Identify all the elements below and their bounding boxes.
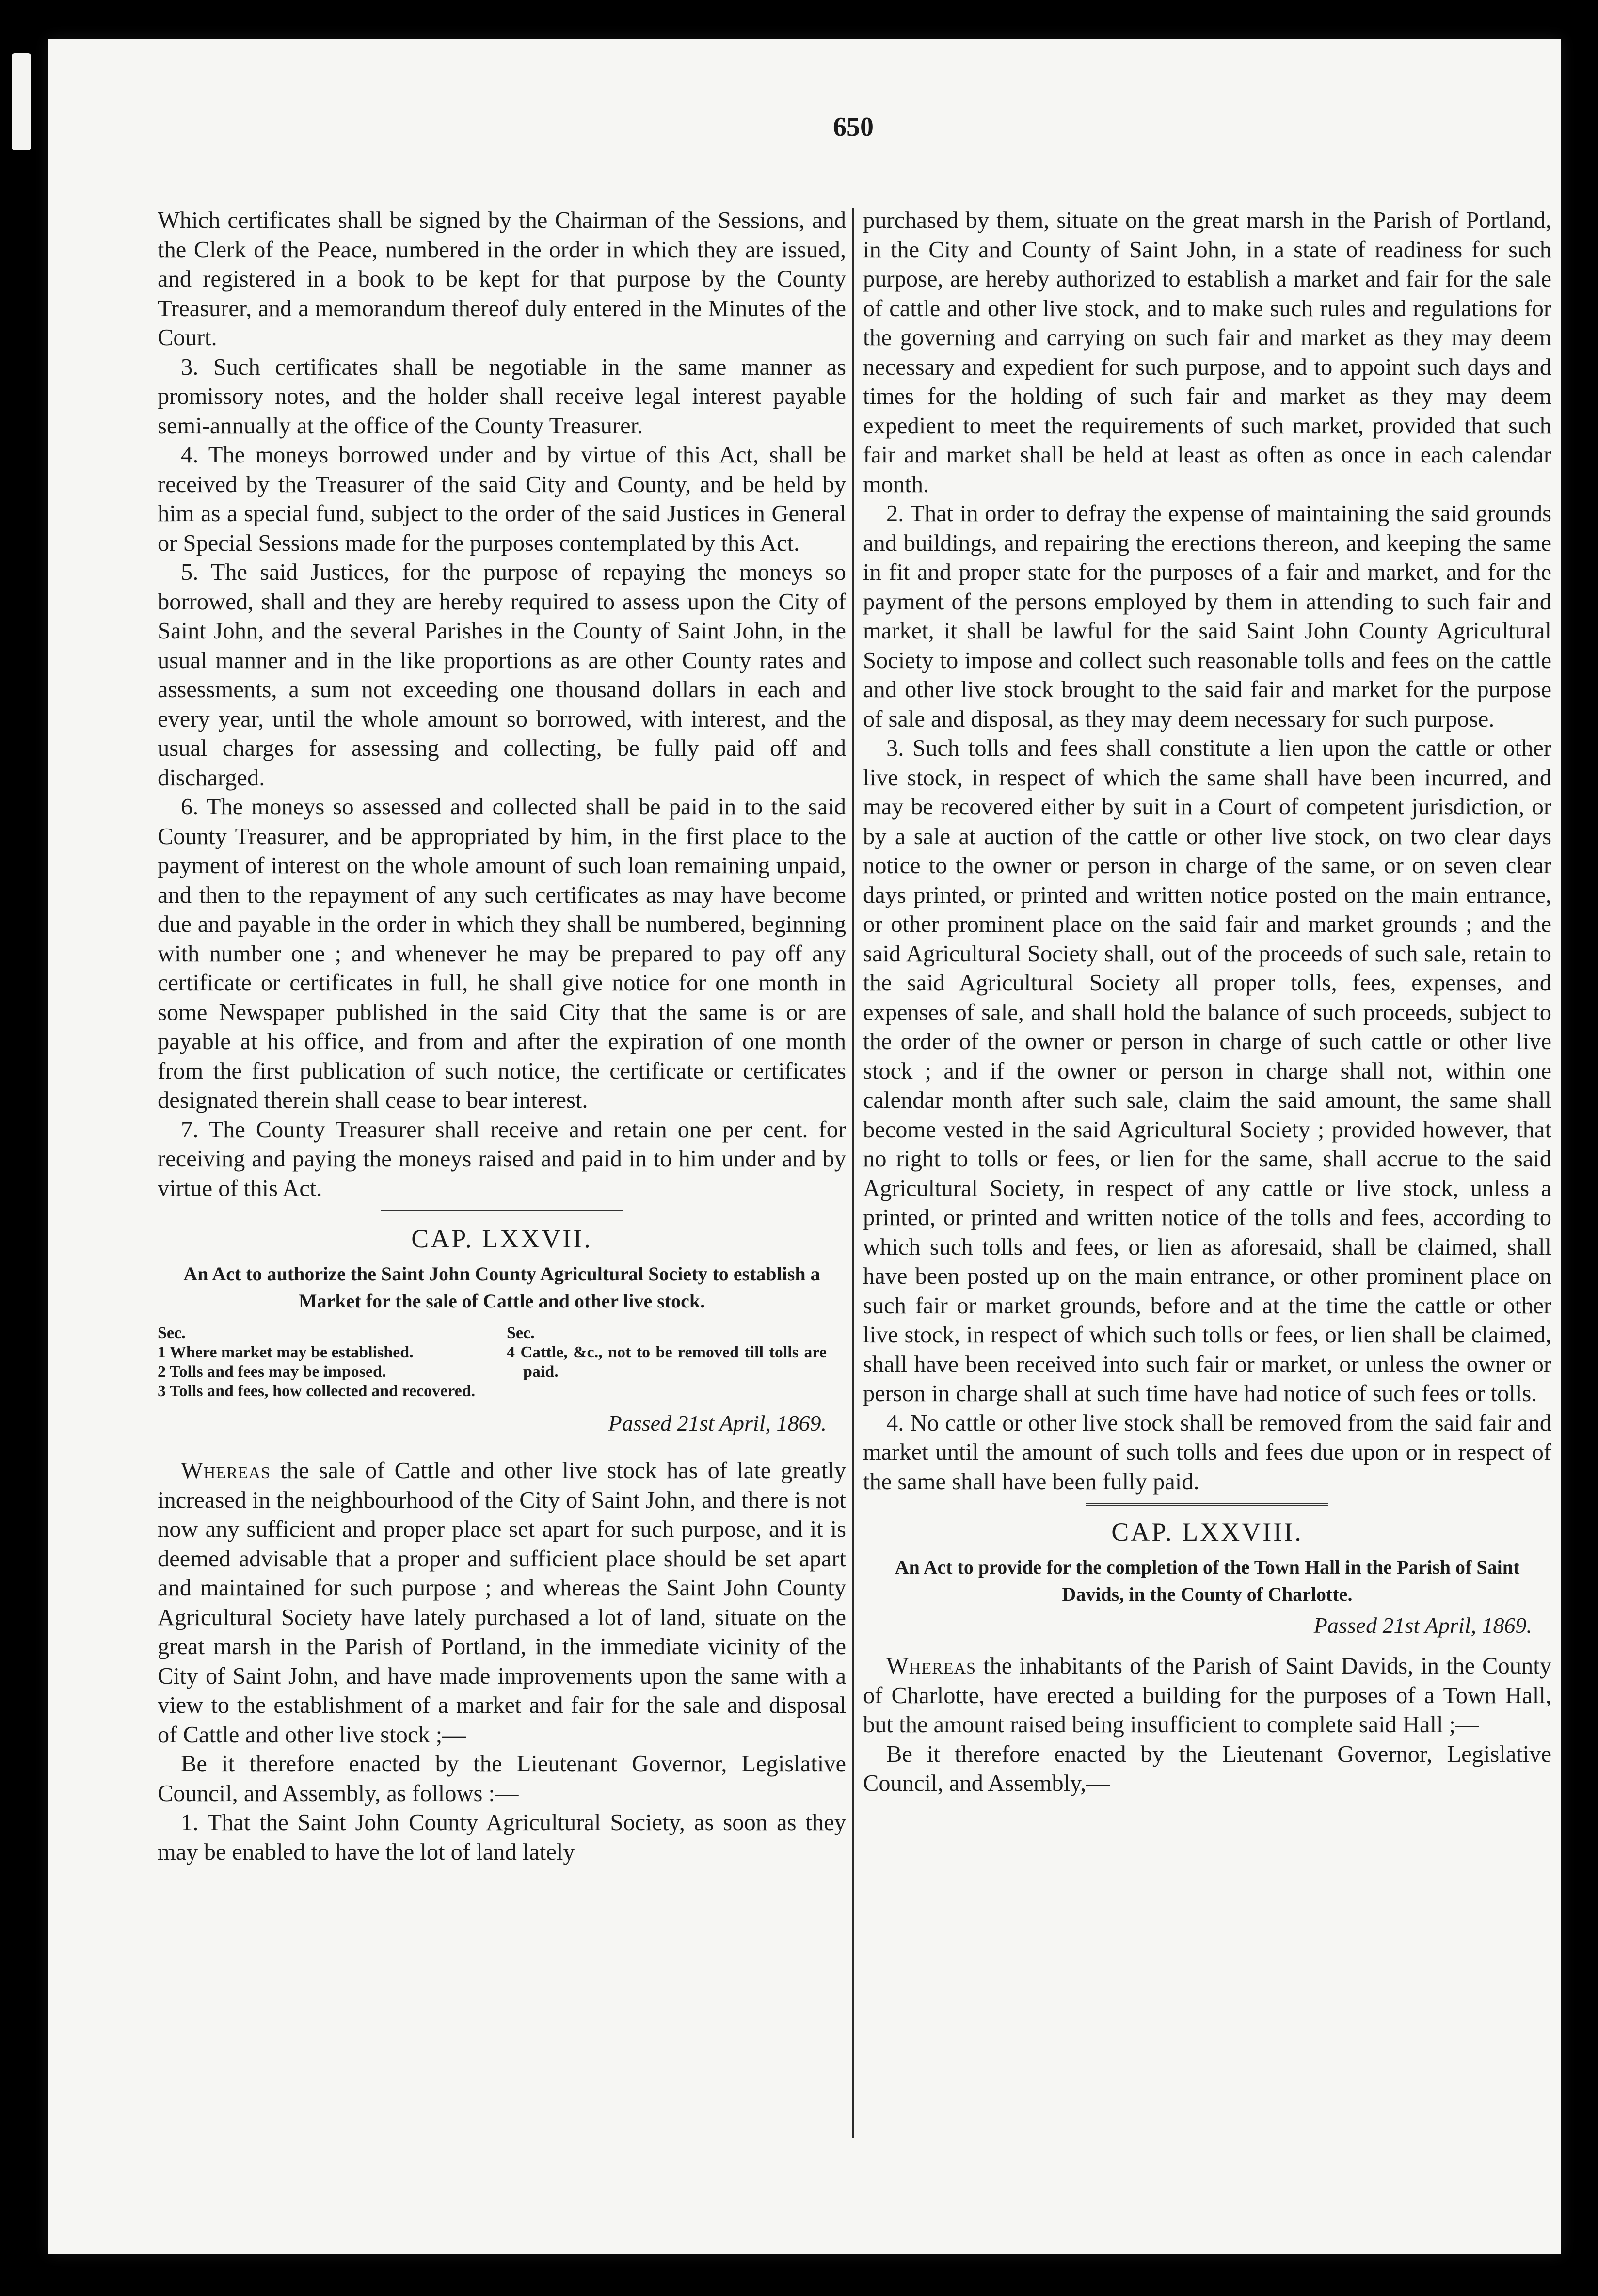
sec-item: 3 Tolls and fees, how collected and recovered.: [158, 1382, 476, 1400]
section-1-continued: purchased by them, situate on the great marsh in the Parish of Portland, in the City and County of Saint John, in a state of readiness for such purpose, are hereby authorized to establish a market and fair for the sale of cattle and other live stock, and to make such rules and regulations for the governing and carrying on such fair and market as they may deem necessary and expedient for such purpose, and to appoint such days and times for the holding of such fair and market as they may deem expedient to meet the requirements of such market, provided that such fair and market shall be held at least as often as once in each calendar month.: [863, 207, 1551, 497]
section-6: 6. The moneys so assessed and collected shall be paid in to the said County Treasurer, and be appropriated by him, in the first place to the payment of interest on the whole amount of such loan remaining unpaid, and then to the repayment of any such certificates as may have become due and payable in the order in which they shall be numbered, beginning with number one ; and whenever he may be prepared to pay off any certificate or certificates in full, he shall give notice for one month in some Newspaper published in the said City that the same is or are payable at his office, and from and after the expiration of one month from the first publication of such notice, the certificate or certificates designated therein shall cease to bear interest.: [158, 794, 846, 1113]
right-column: [863, 206, 1551, 1799]
page-number: 650: [833, 112, 874, 142]
section-5: 5. The said Justices, for the purpose of repaying the moneys so borrowed, shall and they are hereby required to assess upon the City of Saint John, and the several Parishes in the County of Saint John, in the usual manner and in the like proportions as are other County rates and assessments, a sum not exceeding one thousand dollars in each and every year, until the whole amount so borrowed, with interest, and the usual charges for assessing and collecting, be fully paid off and discharged.: [158, 559, 846, 791]
whereas-word: Whereas: [886, 1653, 976, 1679]
passed-date-value: 21st April, 1869.: [1382, 1612, 1532, 1638]
sec-item: 1 Where market may be established.: [158, 1343, 414, 1361]
document-page: [48, 39, 1561, 2254]
section-summary-col-1: [158, 1323, 492, 1401]
whereas-word: Whereas: [181, 1458, 271, 1483]
section-3: 3. Such tolls and fees shall constitute a lien upon the cattle or other live stock, in respect of which the same shall have been incurred, and may be recovered either by suit in a Court of competent jurisdiction, or by a sale at auction of the cattle or other live stock, on two clear days notice to the owner or person in charge of the same, or on seven clear days printed, or printed and written notice posted on the main entrance, or other prominent place on the said fair and market grounds ; and the said Agricultural Society shall, out of the proceeds of such sale, retain to the said Agricultural Society all proper tolls, fees, expenses, and expenses of sale, and shall hold the balance of such proceeds, subject to the order of the owner or person in charge of such cattle or other live stock ; and if the owner or person in charge shall not, within one calendar month after such sale, claim the said amount, the same shall become vested in the said Agricultural Society ; provided however, that no right to tolls or fees, or lien for the same, shall accrue to the said Agricultural Society, in respect of any cattle or live stock, unless a printed, or printed and written notice of the tolls and fees, according to which such tolls and fees, or lien as aforesaid, shall be claimed, shall have been posted up on the main entrance, or other prominent place on such fair or market grounds, before and at the time the cattle or other live stock, in respect of which such tolls or fees, or lien shall be claimed, shall have been received into such fair or market, or unless the owner or person in charge shall at such time have had notice of such fees or tolls.: [863, 735, 1551, 1406]
column-divider: [852, 208, 854, 2138]
sec-label: Sec.: [507, 1323, 535, 1342]
paragraph: Which certificates shall be signed by the Chairman of the Sessions, and the Clerk of the Peace, numbered in the order in which they are issued, and registered in a book to be kept for that purpose by the County Treasurer, and a memorandum thereof duly entered in the Minutes of the Court.: [158, 207, 846, 351]
section-4: 4. The moneys borrowed under and by virtue of this Act, shall be received by the Treasurer of the said City and County, and be held by him as a special fund, subject to the order of the said Justices in General or Special Sessions made for the purposes contemplated by this Act.: [158, 442, 846, 556]
preamble-text: the sale of Cattle and other live stock has of late greatly increased in the neighbourhood of the City of Saint John, and there is not now any sufficient and proper place set apart for such purpose, and it is deemed advisable that a proper and sufficient place should be set apart and maintained for such purpose ; and whereas the Saint John County Agricultural Society have lately purchased a lot of land, situate on the great marsh in the Parish of Portland, in the immediate vicinity of the City of Saint John, and have made improvements upon the same with a view to the establishment of a market and fair for the sale and disposal of Cattle and other live stock ;—: [158, 1458, 846, 1748]
separator-rule: [381, 1210, 623, 1214]
section-summary: [158, 1323, 846, 1401]
section-summary-col-2: [507, 1323, 827, 1401]
preamble-text: the inhabitants of the Parish of Saint Davids, in the County of Charlotte, have erected a building for the purposes of a Town Hall, but the amount raised being insufficient to complete said Hall ;—: [863, 1653, 1551, 1738]
chapter-heading: CAP. LXXVIII.: [1111, 1517, 1303, 1547]
section-3: 3. Such certificates shall be negotiable in the same manner as promissory notes, and the holder shall receive legal interest payable semi-annually at the office of the County Treasurer.: [158, 354, 846, 439]
section-4: 4. No cattle or other live stock shall be removed from the said fair and market until the amount of such tolls and fees due upon or in respect of the same shall have been fully paid.: [863, 1410, 1551, 1495]
preamble: [863, 1652, 1551, 1740]
separator-rule: [1086, 1503, 1328, 1508]
page-tab-left: [12, 53, 31, 150]
act-title: An Act to authorize the Saint John County Agricultural Society to establish a Market for the sale of Cattle and other live stock.: [183, 1262, 820, 1312]
passed-label: Passed: [608, 1410, 672, 1435]
sec-label: Sec.: [158, 1323, 186, 1342]
left-column: [158, 206, 846, 1867]
enacting-clause: Be it therefore enacted by the Lieutenant Governor, Legislative Council, and Assembly, as follows :—: [158, 1751, 846, 1806]
chapter-heading: CAP. LXXVII.: [411, 1224, 592, 1253]
passed-label: Passed: [1313, 1612, 1377, 1638]
preamble: [158, 1456, 846, 1750]
passed-date-value: 21st April, 1869.: [677, 1410, 827, 1435]
act-title: An Act to provide for the completion of the Town Hall in the Parish of Saint Davids, in the County of Charlotte.: [895, 1556, 1520, 1605]
passed-date: [863, 1611, 1532, 1641]
sec-item: 2 Tolls and fees may be imposed.: [158, 1362, 386, 1381]
section-7: 7. The County Treasurer shall receive and retain one per cent. for receiving and paying the moneys raised and paid in to him under and by virtue of this Act.: [158, 1116, 846, 1201]
section-1-start: 1. That the Saint John County Agricultural Society, as soon as they may be enabled to have the lot of land lately: [158, 1810, 846, 1865]
section-2: 2. That in order to defray the expense of maintaining the said grounds and buildings, and repairing the erections thereon, and keeping the same in fit and proper state for the purposes of a fair and market, and for the payment of the persons employed by them in attending to such fair and market, it shall be lawful for the said Saint John County Agricultural Society to impose and collect such reasonable tolls and fees on the cattle and other live stock brought to the said fair and market for the purpose of sale and disposal, as they may deem necessary for such purpose.: [863, 501, 1551, 732]
enacting-clause: Be it therefore enacted by the Lieutenant Governor, Legislative Council, and Assembly,—: [863, 1741, 1551, 1796]
passed-date: [158, 1409, 827, 1438]
sec-item: 4 Cattle, &c., not to be removed till tolls are paid.: [507, 1343, 827, 1381]
